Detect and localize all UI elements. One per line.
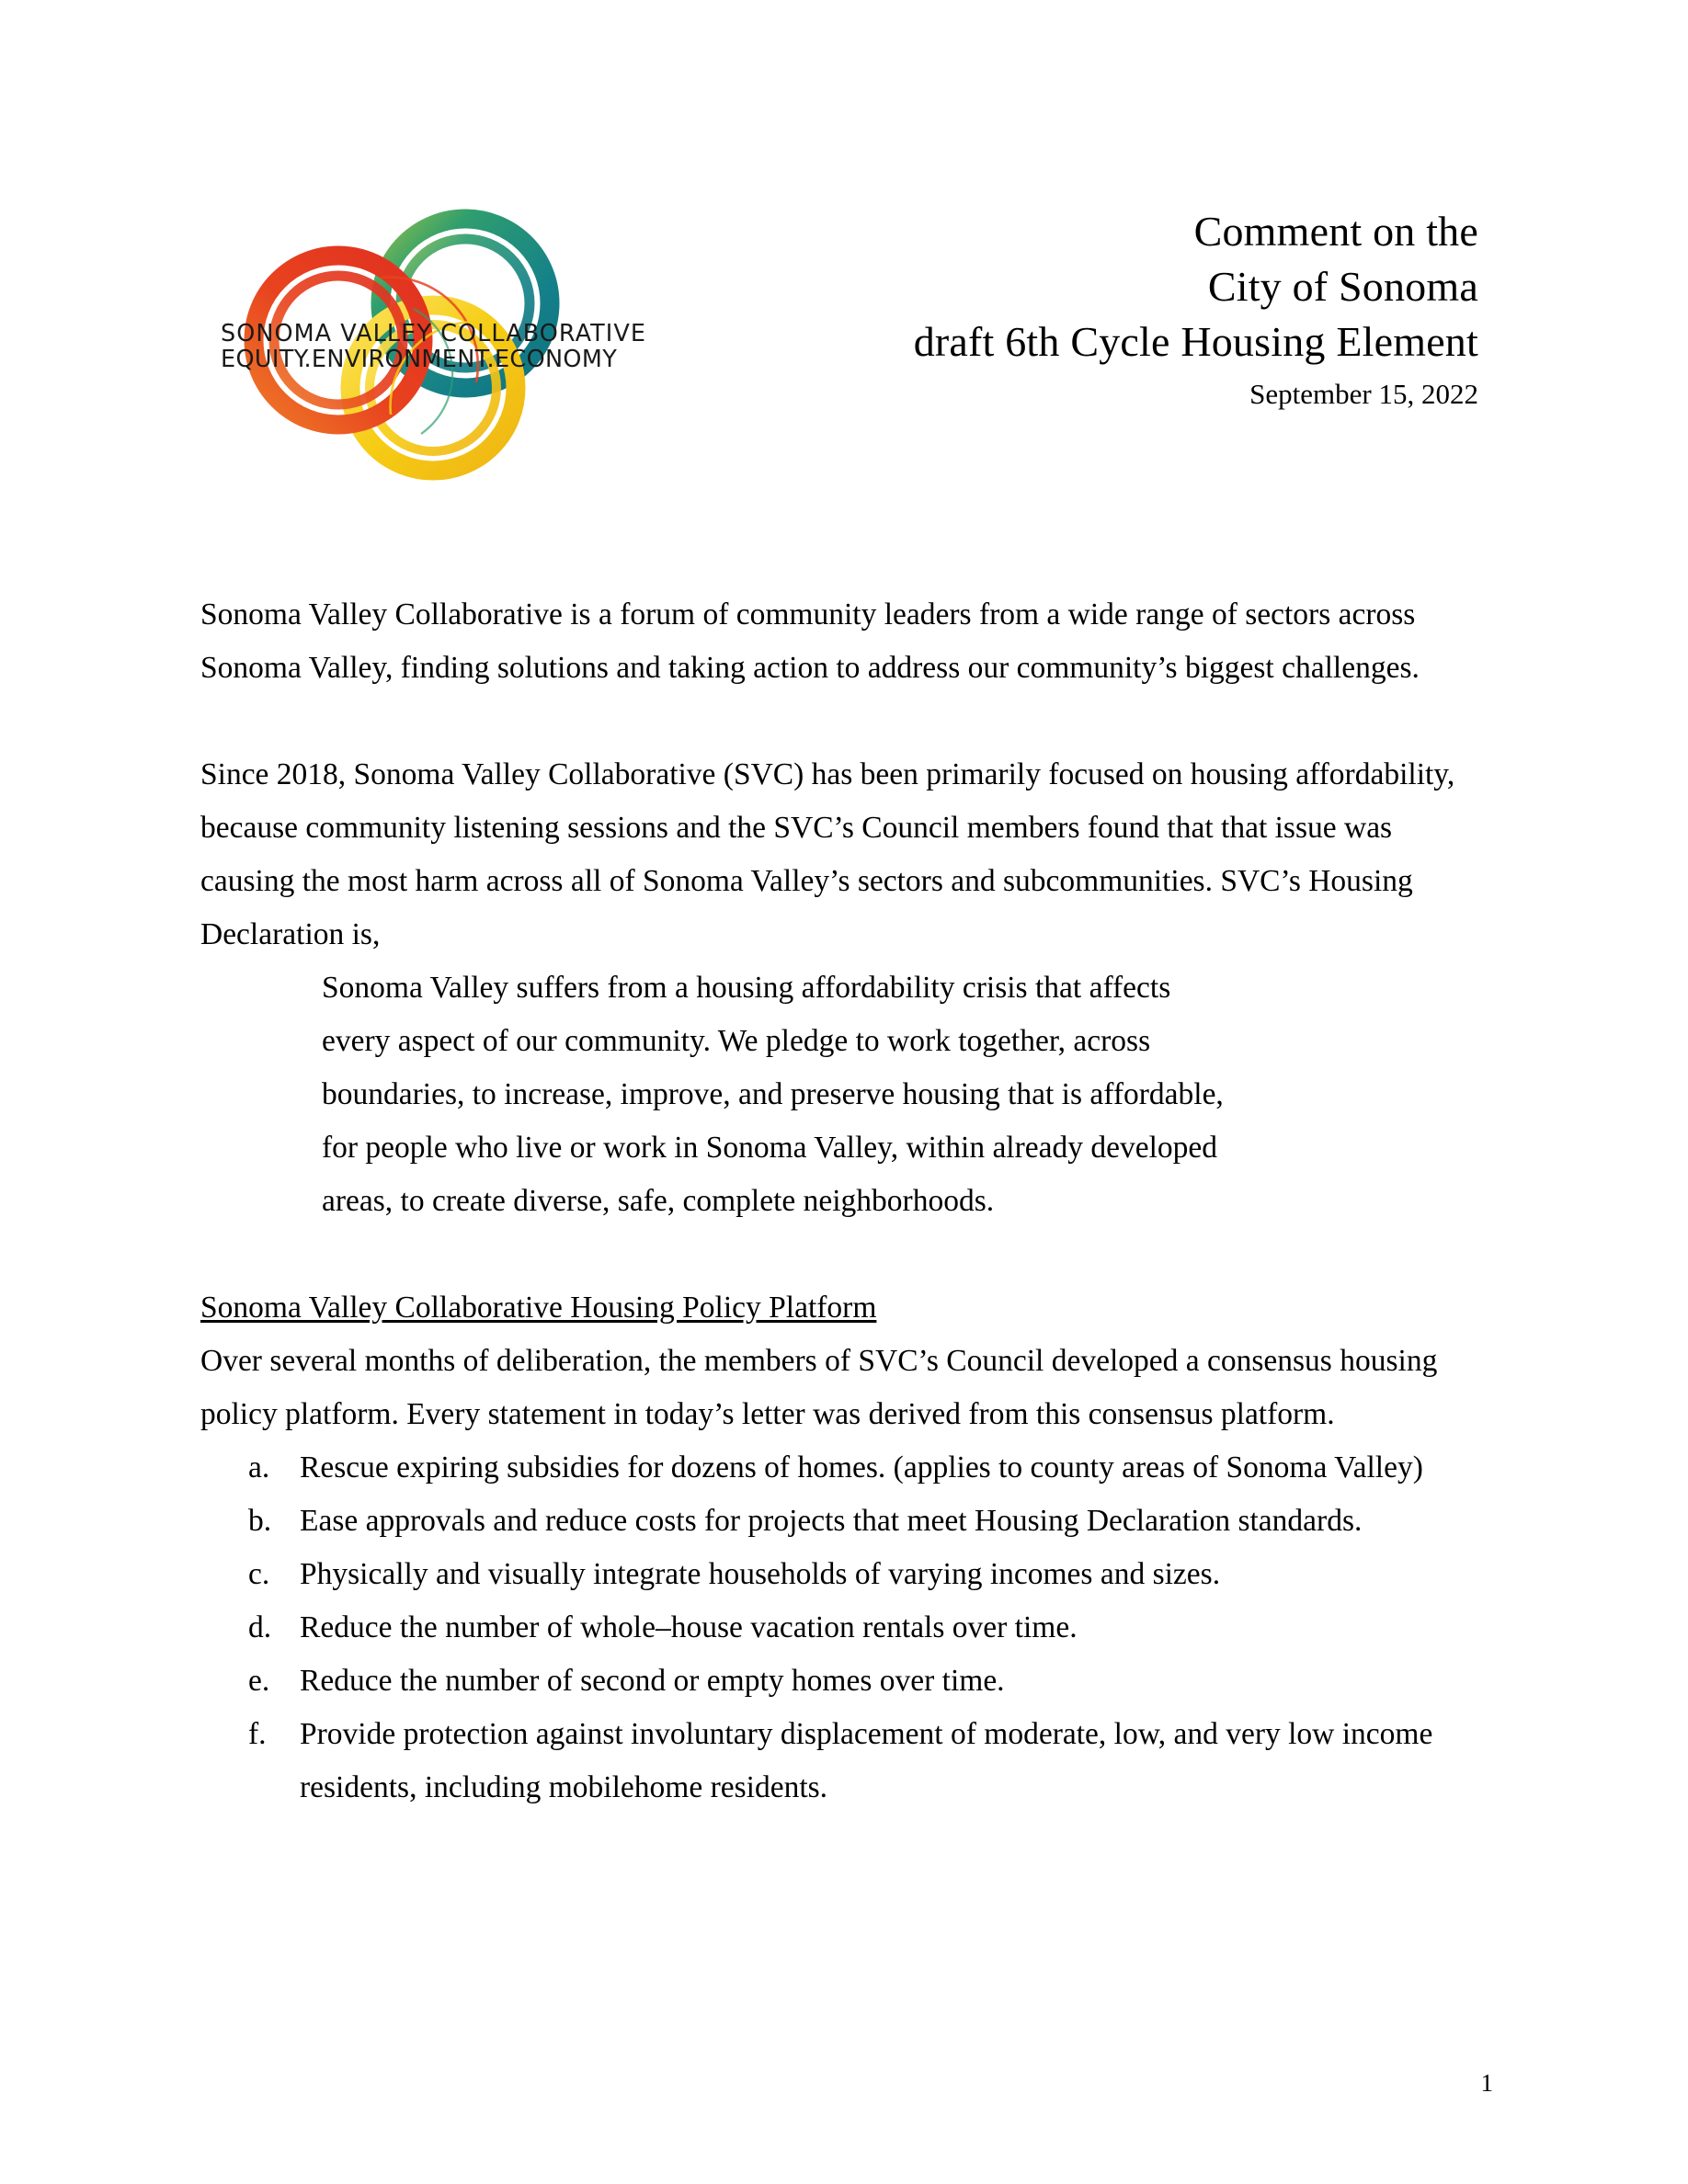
list-item-text: Reduce the number of second or empty homes over time.: [300, 1664, 1005, 1698]
list-item-text: Ease approvals and reduce costs for projects that meet Housing Declaration standards.: [300, 1504, 1363, 1538]
list-item-marker: a.: [248, 1450, 270, 1484]
paragraph-since-2018: Since 2018, Sonoma Valley Collaborative (SVC) has been primarily focused on housing affordability, because community listening sessions and the SVC’s Council members found that that issue was causing the most harm across all of Sonoma Valley’s sectors and subcommunities. SVC’s Housing Declaration is,: [200, 757, 1455, 951]
logo-wordmark-line-1: SONOMA VALLEY COLLABORATIVE: [221, 320, 647, 347]
list-item-text: Provide protection against involuntary displacement of moderate, low, and very low income residents, including mobilehome residents.: [300, 1717, 1433, 1804]
document-body: [200, 588, 1480, 1814]
list-item-marker: e.: [248, 1664, 270, 1698]
list-item-text: Rescue expiring subsidies for dozens of homes. (applies to county areas of Sonoma Valley): [300, 1450, 1423, 1484]
list-item-text: Reduce the number of whole–house vacation rentals over time.: [300, 1610, 1078, 1644]
paragraph-intro: Sonoma Valley Collaborative is a forum of community leaders from a wide range of sectors across Sonoma Valley, finding solutions and taking action to address our community’s biggest challenges.: [200, 597, 1420, 685]
list-item: [200, 1441, 1480, 1495]
list-item-marker: d.: [248, 1610, 272, 1644]
declaration-line: areas, to create diverse, safe, complete neighborhoods.: [322, 1184, 995, 1218]
document-header: [0, 0, 1688, 552]
list-item: [200, 1655, 1480, 1708]
declaration-line: every aspect of our community. We pledge to work together, across: [322, 1024, 1151, 1058]
list-item-text: Physically and visually integrate households of varying incomes and sizes.: [300, 1557, 1221, 1591]
paragraph-platform-intro: Over several months of deliberation, the members of SVC’s Council developed a consensus housing policy platform. Every statement in today’s letter was derived from this consensus platform.: [200, 1344, 1438, 1431]
list-item: [200, 1601, 1480, 1655]
organization-logo: [200, 193, 647, 496]
list-item: [200, 1495, 1480, 1548]
title-line-3: draft 6th Cycle Housing Element: [913, 317, 1478, 365]
list-item: [200, 1708, 1480, 1814]
document-title-block: [651, 204, 1478, 415]
policy-platform-list: [200, 1441, 1480, 1814]
declaration-line: for people who live or work in Sonoma Valley, within already developed: [322, 1131, 1218, 1165]
list-item-marker: c.: [248, 1557, 270, 1591]
logo-wordmark-line-2: EQUITY.ENVIRONMENT.ECONOMY: [221, 345, 618, 373]
declaration-line: Sonoma Valley suffers from a housing affordability crisis that affects: [322, 971, 1171, 1005]
list-item-marker: b.: [248, 1504, 272, 1538]
document-date: September 15, 2022: [1249, 378, 1478, 411]
title-line-1: Comment on the: [1193, 208, 1478, 255]
list-item-marker: f.: [248, 1717, 267, 1751]
declaration-line: boundaries, to increase, improve, and preserve housing that is affordable,: [322, 1077, 1224, 1111]
page-number: 1: [1480, 2069, 1493, 2097]
title-line-2: City of Sonoma: [1207, 262, 1478, 310]
paragraph-spacer: [200, 1228, 1480, 1281]
logo-wordmark: [221, 320, 647, 373]
section-heading-policy-platform: Sonoma Valley Collaborative Housing Policy Platform: [200, 1291, 877, 1325]
list-item: [200, 1548, 1480, 1601]
housing-declaration-quote: [200, 961, 1480, 1228]
paragraph-spacer: [200, 695, 1480, 748]
